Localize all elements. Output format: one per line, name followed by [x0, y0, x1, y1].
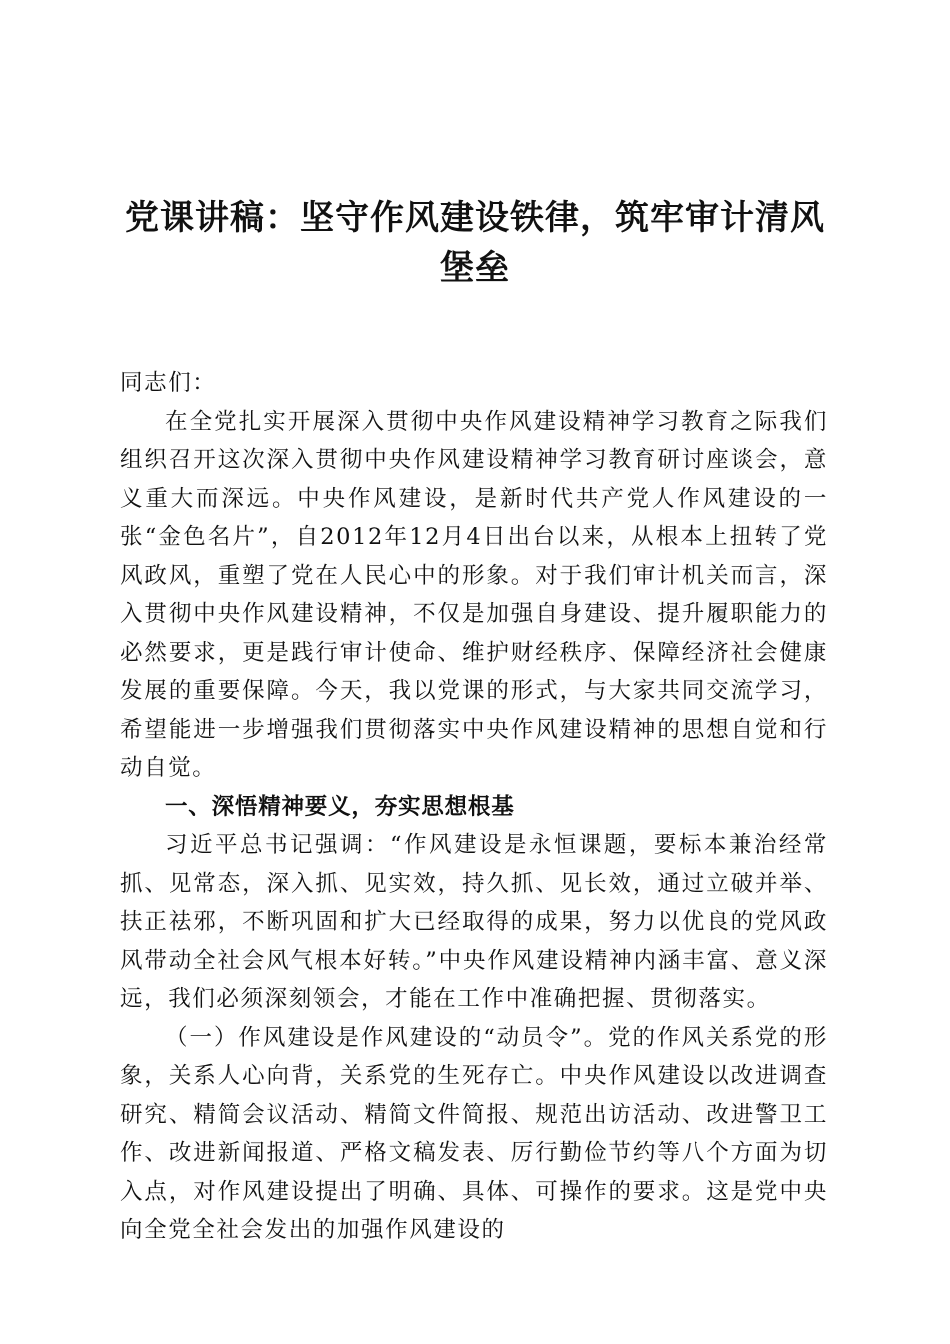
salutation: 同志们： [120, 370, 217, 396]
paragraph-subsection-1: （一）作风建设是作风建设的“动员令”。党的作风关系党的形象，关系人心向背，关系党的生死存亡。中央作风建设以改进调查研究、精简会议活动、精简文件简报、规范出访活动、改进警卫工作、改进新闻报道、严格文稿发表、厉行勤俭节约等八个方面为切入点，对作风建设提出了明确、具体、可操作的要求。这是党中央向全党全社会发出的加强作风建设的 [120, 1024, 828, 1243]
document-body [120, 364, 828, 1250]
document-title-line-1: 党课讲稿：坚守作风建设铁律，筑牢审计清风 [125, 198, 825, 238]
section-heading-1: 一、深悟精神要义，夯实思想根基 [165, 793, 515, 820]
paragraph-intro: 在全党扎实开展深入贯彻中央作风建设精神学习教育之际我们组织召开这次深入贯彻中央作风建设精神学习教育研讨座谈会，意义重大而深远。中央作风建设，是新时代共产党人作风建设的一张“金色名片”，自2012年12月4日出台以来，从根本上扭转了党风政风，重塑了党在人民心中的形象。对于我们审计机关而言，深入贯彻中央作风建设精神，不仅是加强自身建设、提升履职能力的必然要求，更是践行审计使命、维护财经秩序、保障经济社会健康发展的重要保障。今天，我以党课的形式，与大家共同交流学习，希望能进一步增强我们贯彻落实中央作风建设精神的思想自觉和行动自觉。 [120, 408, 828, 781]
paragraph-section-1: 习近平总书记强调：“作风建设是永恒课题，要标本兼治经常抓、见常态，深入抓、见实效，持久抓、见长效，通过立破并举、扶正祛邪，不断巩固和扩大已经取得的成果，努力以优良的党风政风带动全社会风气根本好转。”中央作风建设精神内涵丰富、意义深远，我们必须深刻领会，才能在工作中准确把握、贯彻落实。 [120, 832, 828, 1012]
document-title-line-2: 堡垒 [440, 248, 510, 288]
